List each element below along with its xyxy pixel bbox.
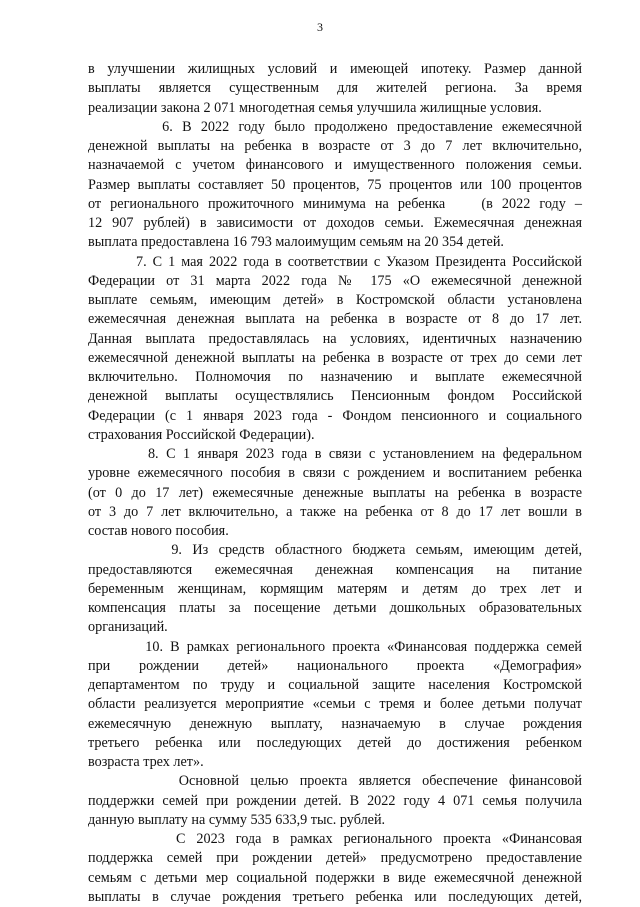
text-line: области реализуется мероприятие «семьи с тремя и более детьми получат [88, 696, 582, 713]
text-line: данную выплату на сумму 535 633,9 тыс. рублей. [88, 811, 386, 828]
document-body [88, 60, 582, 907]
text-line: состав нового пособия. [88, 523, 229, 539]
text-line: возраста трех лет». [88, 754, 204, 770]
text-line: организаций. [88, 619, 168, 636]
text-line: беременным женщинам, кормящим матерям и детям до трех лет и [88, 580, 582, 597]
text-line: 12 907 рублей) в зависимости от доходов семьи. Ежемесячная денежная [88, 215, 582, 231]
text-line: С 2023 года в рамках регионального проекта «Финансовая [88, 831, 582, 847]
text-line: 7. С 1 мая 2022 года в соответствии с Указом Президента Российской [88, 253, 582, 270]
text-line: ежемесячной денежной выплаты на ребенка в возрасте от трех до семи лет [88, 349, 582, 366]
page-number: 3 [317, 20, 323, 34]
text-line: поддержки семей при рождении детей. В 2022 году 4 071 семья получила [88, 792, 582, 809]
text-line: Данная выплата предоставлялась на условиях, идентичных назначению [88, 330, 582, 347]
text-line: поддержка семей при рождении детей» предусмотрено предоставление [88, 850, 582, 867]
text-line: Основной целью проекта является обеспечение финансовой [88, 773, 582, 790]
text-line: Федерации от 31 марта 2022 года № 175 «О ежемесячной денежной [88, 272, 582, 289]
text-line: семьям с детьми мер социальной подержки в виде ежемесячной денежной [88, 869, 582, 886]
text-line: (от 0 до 17 лет) ежемесячные денежные выплаты на ребенка в возрасте [88, 484, 582, 501]
text-line: включительно. Полномочия по назначению и выплате ежемесячной [88, 369, 582, 385]
text-line: выплаты в случае рождения третьего ребенка или последующих детей, [88, 888, 582, 905]
text-line: 8. С 1 января 2023 года в связи с установлением на федеральном [88, 446, 582, 462]
text-line: денежной выплаты осуществлялись Пенсионным фондом Российской [88, 388, 582, 405]
text-line: третьего ребенка или последующих детей до достижения ребенком [88, 734, 582, 751]
text-line: компенсация платы за посещение детьми дошкольных образовательных [88, 600, 582, 616]
text-line: при рождении детей» национального проекта «Демография» [88, 657, 582, 674]
text-line: уровне ежемесячного пособия в связи с рождением и воспитанием ребенка [88, 465, 582, 482]
text-line: назначаемой с учетом финансового и имущественного положения семьи. [88, 157, 582, 174]
text-line: в улучшении жилищных условий и имеющей ипотеку. Размер данной [88, 61, 582, 77]
text-line: ежемесячная денежная выплата на ребенка в возрасте от 8 до 17 лет. [88, 311, 582, 328]
text-line: выплата предоставлена 16 793 малоимущим семьям на 20 354 детей. [88, 234, 504, 251]
text-line: Размер выплаты составляет 50 процентов, 75 процентов или 100 процентов [88, 176, 582, 193]
text-line: от регионального прожиточного минимума на ребенка (в 2022 году – [88, 195, 582, 212]
text-line: выплаты является существенным для жителей региона. За время [88, 80, 582, 97]
text-line: выплате семьям, имеющим детей» в Костромской области установлена [88, 292, 582, 308]
text-line: 9. Из средств областного бюджета семьям, имеющим детей, [88, 542, 582, 559]
text-line: предоставляются ежемесячная денежная компенсация на питание [88, 561, 582, 578]
text-line: страхования Российской Федерации). [88, 426, 315, 443]
text-line: денежной выплаты на ребенка в возрасте от 3 до 7 лет включительно, [88, 138, 582, 154]
text-line: Федерации (с 1 января 2023 года - Фондом пенсионного и социального [88, 407, 582, 424]
text-line: от 3 до 7 лет включительно, а также на ребенка от 8 до 17 лет вошли в [88, 503, 582, 520]
text-line: ежемесячную денежную выплату, назначаемую в случае рождения [88, 715, 582, 732]
text-line: 10. В рамках регионального проекта «Финансовая поддержка семей [88, 638, 582, 655]
text-line: 6. В 2022 году было продолжено предоставление ежемесячной [88, 118, 582, 135]
text-line: департаментом по труду и социальной защите населения Костромской [88, 677, 582, 693]
text-line: реализации закона 2 071 многодетная семья улучшила жилищные условия. [88, 99, 542, 116]
